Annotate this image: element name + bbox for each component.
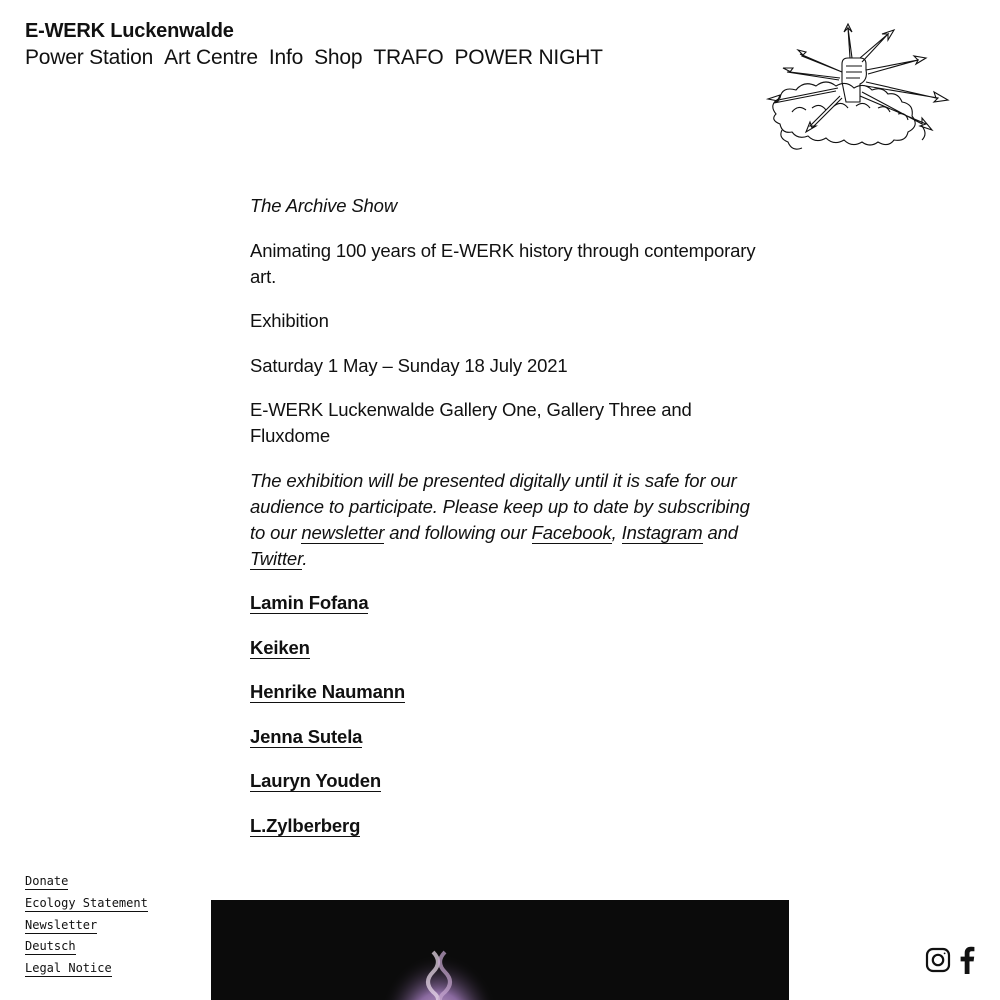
- exhibition-image: [211, 900, 789, 1000]
- footer-link-newsletter[interactable]: Newsletter: [25, 917, 98, 932]
- main-nav: [25, 46, 603, 70]
- footer-link-legal-notice[interactable]: Legal Notice: [25, 961, 112, 976]
- notice-text: ,: [611, 521, 622, 543]
- show-title: The Archive Show: [250, 195, 398, 216]
- footer-link-ecology-statement[interactable]: Ecology Statement: [25, 895, 148, 910]
- nav-power-night[interactable]: POWER NIGHT: [454, 46, 603, 69]
- nav-power-station[interactable]: Power Station: [25, 46, 154, 69]
- show-description: Animating 100 years of E-WERK history through contemporary art.: [250, 239, 756, 287]
- notice-text: and: [702, 521, 738, 543]
- facebook-icon[interactable]: [959, 946, 975, 979]
- artist-link-keiken[interactable]: Keiken: [250, 636, 310, 658]
- footer-link-donate[interactable]: Donate: [25, 874, 69, 888]
- event-venue: E-WERK Luckenwalde Gallery One, Gallery Three and Fluxdome: [250, 399, 692, 446]
- nav-trafo[interactable]: TRAFO: [373, 46, 444, 69]
- exhibition-content: [250, 193, 760, 857]
- digital-notice: [250, 468, 760, 572]
- artist-link-l-zylberberg[interactable]: L.Zylberberg: [250, 814, 361, 836]
- artist-item: [250, 768, 760, 794]
- artist-item: [250, 813, 760, 839]
- instagram-link[interactable]: Instagram: [621, 521, 703, 543]
- artist-link-lamin-fofana[interactable]: Lamin Fofana: [250, 592, 369, 613]
- facebook-link[interactable]: Facebook: [531, 521, 612, 543]
- footer-nav: [25, 874, 148, 983]
- footer-link-deutsch[interactable]: Deutsch: [25, 939, 76, 954]
- artist-item: [250, 590, 760, 616]
- artist-link-henrike-naumann[interactable]: Henrike Naumann: [250, 681, 406, 702]
- braided-hair-photo: [211, 900, 789, 1000]
- artist-link-lauryn-youden[interactable]: Lauryn Youden: [250, 770, 381, 791]
- nav-art-centre[interactable]: Art Centre: [164, 46, 258, 69]
- artist-item: [250, 635, 760, 661]
- site-title[interactable]: E-WERK Luckenwalde: [25, 20, 234, 42]
- newsletter-link[interactable]: newsletter: [301, 521, 385, 543]
- artist-item: [250, 679, 760, 705]
- instagram-icon[interactable]: [925, 947, 951, 978]
- social-links: [925, 946, 975, 979]
- artist-link-jenna-sutela[interactable]: Jenna Sutela: [250, 725, 363, 747]
- event-dates: Saturday 1 May – Sunday 18 July 2021: [250, 354, 568, 376]
- twitter-link[interactable]: Twitter: [250, 547, 303, 569]
- notice-text: .: [302, 547, 308, 569]
- artist-item: [250, 724, 760, 750]
- notice-text: and following our: [384, 521, 532, 543]
- lightning-fist-cloud-logo[interactable]: [742, 22, 978, 162]
- nav-shop[interactable]: Shop: [314, 46, 363, 69]
- notice-text: The exhibition will be presented digitally until it is safe for our audience to participate. Please keep up to date by subscribing to our: [250, 469, 750, 543]
- nav-info[interactable]: Info: [268, 46, 304, 69]
- event-type: Exhibition: [250, 310, 329, 331]
